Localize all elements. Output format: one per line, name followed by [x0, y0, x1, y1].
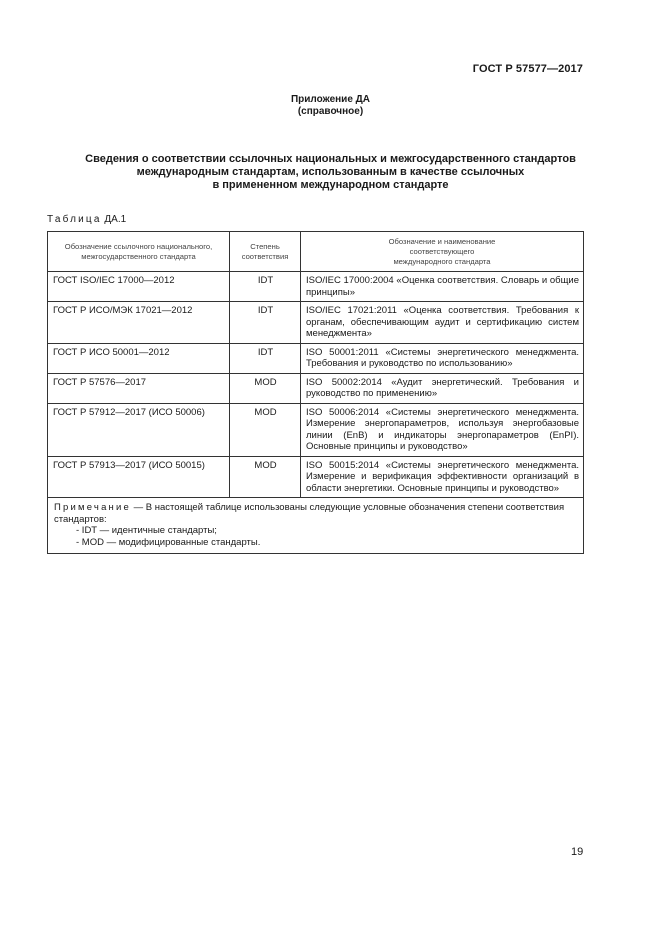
cell-international-standard: ISO 50001:2011 «Системы энергетического менеджмента. Требования и руководство по использованию» — [301, 343, 584, 373]
header-line: Обозначение и наименование — [388, 236, 496, 246]
note-label: Примечание — [54, 502, 131, 513]
header-line: международного стандарта — [393, 256, 491, 266]
table-note-row — [48, 498, 584, 554]
cell-international-standard: ISO 50015:2014 «Системы энергетического менеджмента. Измерение и верификация эффективности организаций в области энергетики. Основные принципы и руководство» — [301, 456, 584, 498]
table-row — [48, 456, 584, 498]
table-row — [48, 272, 584, 302]
table-note — [48, 498, 584, 554]
table-row — [48, 302, 584, 344]
cell-national-standard: ГОСТ Р ИСО 50001—2012 — [48, 343, 230, 373]
cell-international-standard: ISO 50006:2014 «Системы энергетического менеджмента. Измерение энергопараметров, используя энергобазовые линии (EnB) и индикаторы энергопараметров (EnPI). Основные принципы и руководство» — [301, 403, 584, 456]
cell-international-standard: ISO/IEC 17021:2011 «Оценка соответствия. Требования к органам, обеспечивающим аудит и сертификацию систем менеджмента» — [301, 302, 584, 344]
cell-national-standard: ГОСТ Р 57576—2017 — [48, 373, 230, 403]
cell-degree: IDT — [230, 302, 301, 344]
table-header-row — [48, 232, 584, 272]
heading-line: международным стандартам, использованным в качестве ссылочных — [136, 166, 525, 178]
document-number: ГОСТ Р 57577—2017 — [472, 63, 583, 75]
cell-national-standard: ГОСТ Р 57913—2017 (ИСО 50015) — [48, 456, 230, 498]
section-heading — [40, 153, 621, 192]
header-degree: Степень соответствия — [230, 232, 301, 272]
cell-national-standard: ГОСТ Р 57912—2017 (ИСО 50006) — [48, 403, 230, 456]
cell-international-standard: ISO 50002:2014 «Аудит энергетический. Требования и руководство по применению» — [301, 373, 584, 403]
annex-heading — [0, 94, 661, 118]
page-number: 19 — [571, 846, 584, 858]
cell-national-standard: ГОСТ ISO/IEC 17000—2012 — [48, 272, 230, 302]
cell-degree: MOD — [230, 403, 301, 456]
cell-national-standard: ГОСТ Р ИСО/МЭК 17021—2012 — [48, 302, 230, 344]
table-row — [48, 373, 584, 403]
note-body: — В настоящей таблице использованы следующие условные обозначения степени соответствия стандартов: — [54, 502, 565, 525]
table-row — [48, 403, 584, 456]
note-list-item: - MOD — модифицированные стандарты. — [76, 536, 261, 548]
heading-line: в примененном международном стандарте — [212, 179, 449, 191]
cell-international-standard: ISO/IEC 17000:2004 «Оценка соответствия. Словарь и общие принципы» — [301, 272, 584, 302]
cell-degree: IDT — [230, 272, 301, 302]
header-national-standard: Обозначение ссылочного национального, межгосударственного стандарта — [48, 232, 230, 272]
cell-degree: MOD — [230, 456, 301, 498]
note-list-item: - IDT — идентичные стандарты; — [76, 525, 217, 536]
cell-degree: IDT — [230, 343, 301, 373]
header-line: соответствующего — [409, 246, 475, 256]
table-label — [47, 214, 126, 225]
correspondence-table — [47, 231, 584, 554]
table-label-number: ДА.1 — [104, 214, 127, 225]
header-international-standard — [301, 232, 584, 272]
note-text — [54, 502, 578, 525]
annex-title: Приложение ДА — [290, 94, 371, 105]
table-label-word: Таблица — [47, 214, 102, 225]
annex-status: (справочное) — [297, 106, 364, 117]
cell-degree: MOD — [230, 373, 301, 403]
heading-line: Сведения о соответствии ссылочных национальных и межгосударственного стандартов — [85, 153, 576, 165]
table-row — [48, 343, 584, 373]
